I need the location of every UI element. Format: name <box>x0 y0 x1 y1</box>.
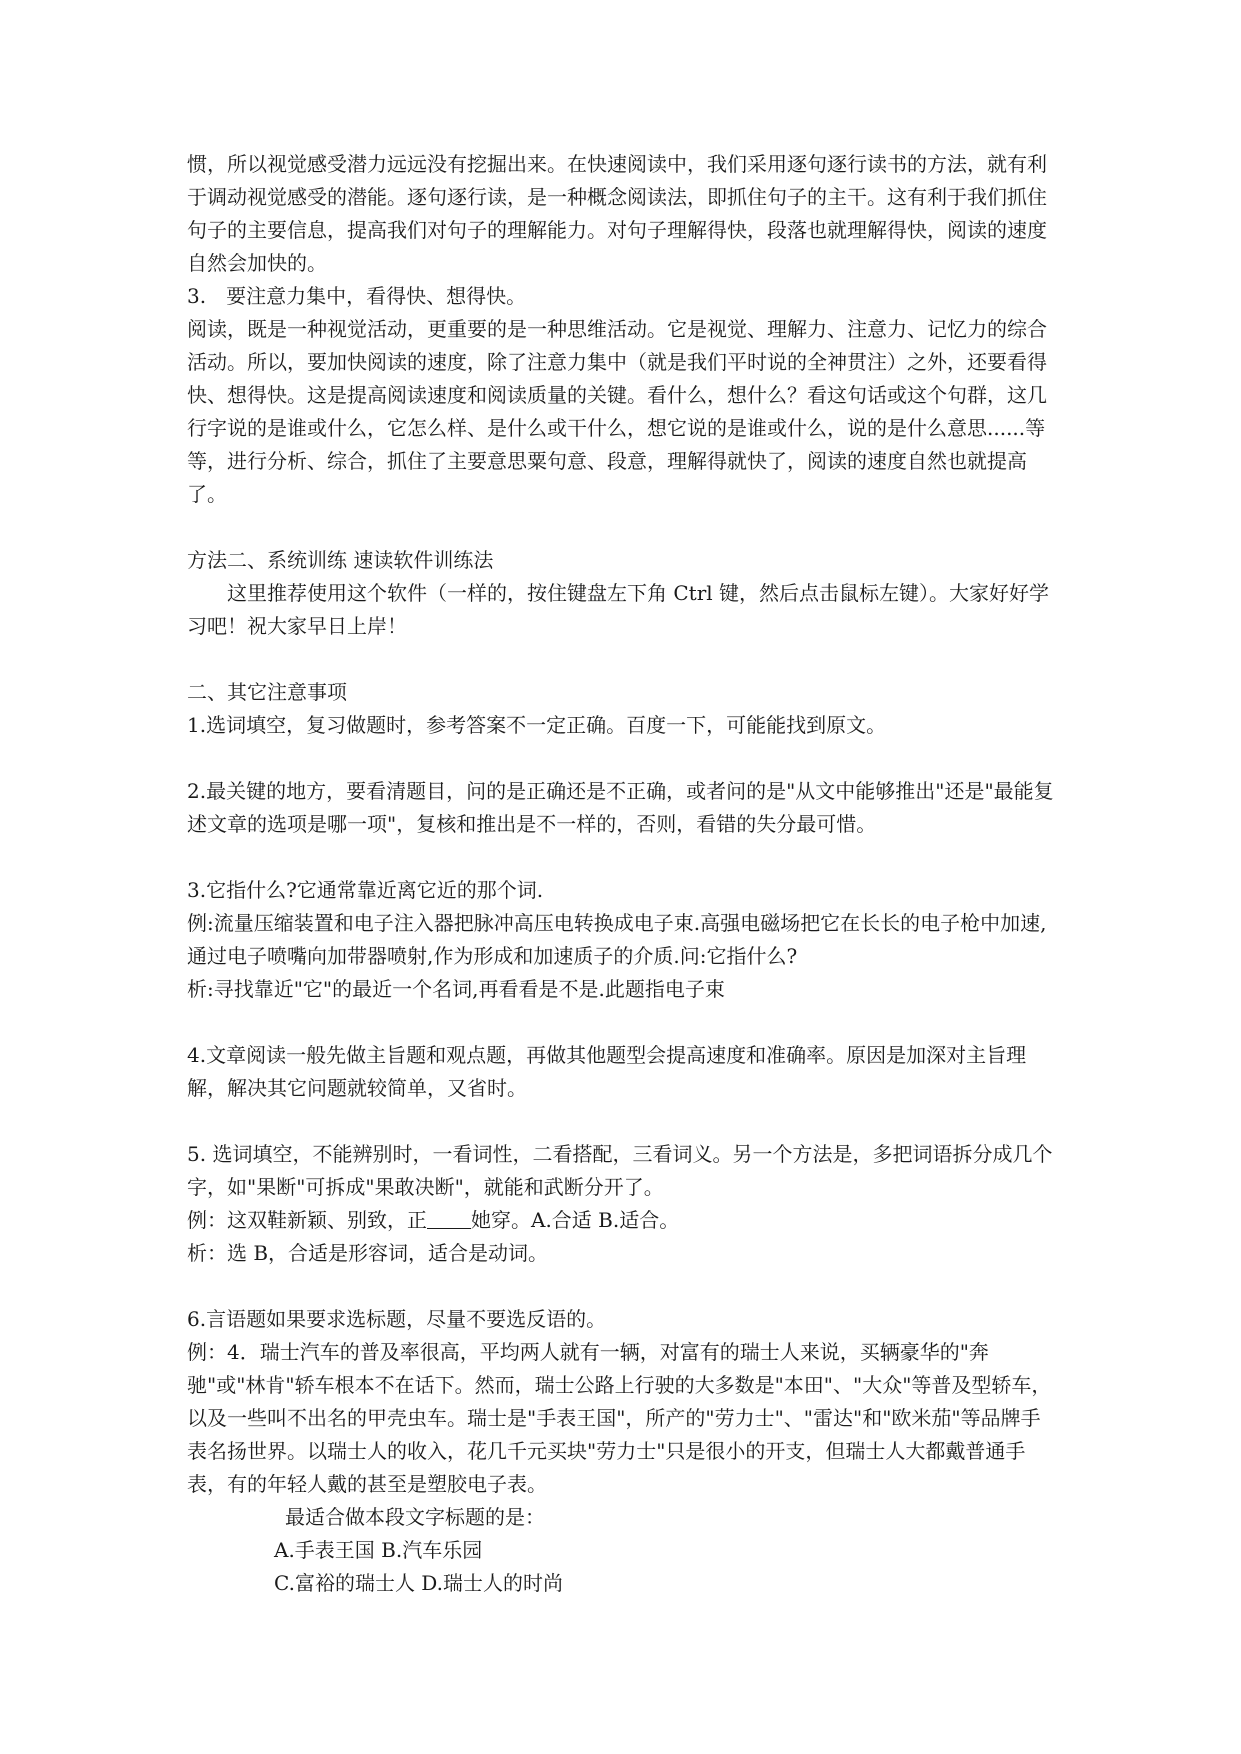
note-3-analysis: 析:寻找靠近"它"的最近一个名词,再看看是不是.此题指电子束 <box>187 977 725 1001</box>
fill-in-blank <box>427 1208 471 1229</box>
spacer <box>187 1105 1057 1138</box>
note-3-example: 例:流量压缩装置和电子注入器把脉冲高压电转换成电子束.高强电磁场把它在长长的电子枪中加速,通过电子喷嘴向加带器喷射,作为形成和加速质子的介质.问:它指什么? <box>187 911 1047 968</box>
spacer <box>187 841 1057 874</box>
question-prompt: 最适合做本段文字标题的是： <box>285 1505 545 1529</box>
heading-method-2: 方法二、系统训练 速读软件训练法 <box>187 548 494 572</box>
question-options-cd: C.富裕的瑞士人 D.瑞士人的时尚 <box>274 1571 563 1595</box>
note-3: 3.它指什么?它通常靠近离它近的那个词. <box>187 878 544 902</box>
example-text-start: 例：这双鞋新颖、别致，正 <box>187 1208 427 1232</box>
note-2: 2.最关键的地方，要看清题目，问的是正确还是不正确，或者问的是"从文中能够推出"还是"最能复述文章的选项是哪一项"，复核和推出是不一样的，否则，看错的失分最可惜。 <box>187 779 1054 836</box>
spacer <box>187 511 1057 544</box>
note-5: 5. 选词填空，不能辨别时，一看词性，二看搭配，三看词义。另一个方法是，多把词语拆分成几个字，如"果断"可拆成"果敢决断"，就能和武断分开了。 <box>187 1142 1053 1199</box>
paragraph-visual-reading: 惯，所以视觉感受潜力远远没有挖掘出来。在快速阅读中，我们采用逐句逐行读书的方法，就有利于调动视觉感受的潜能。逐句逐行读，是一种概念阅读法，即抓住句子的主干。这有利于我们抓住句子的主要信息，提高我们对句子的理解能力。对句子理解得快，段落也就理解得快，阅读的速度自然会加快的。 <box>187 152 1047 275</box>
note-1: 1.选词填空，复习做题时，参考答案不一定正确。百度一下，可能能找到原文。 <box>187 713 887 737</box>
paragraph-thinking-activity: 阅读，既是一种视觉活动，更重要的是一种思维活动。它是视觉、理解力、注意力、记忆力的综合活动。所以，要加快阅读的速度，除了注意力集中（就是我们平时说的全神贯注）之外，还要看得快、想得快。这是提高阅读速度和阅读质量的关键。看什么，想什么？看这句话或这个句群，这几行字说的是谁或什么，它怎么样、是什么或干什么，想它说的是谁或什么，说的是什么意思......等等，进行分析、综合，抓住了主要意思粟句意、段意，理解得就快了，阅读的速度自然也就提高了。 <box>187 317 1047 506</box>
note-4: 4.文章阅读一般先做主旨题和观点题，再做其他题型会提高速度和准确率。原因是加深对主旨理解，解决其它问题就较简单，又省时。 <box>187 1043 1027 1100</box>
document-body <box>187 148 1057 1600</box>
example-text-end: 她穿。A.合适 B.适合。 <box>471 1208 680 1232</box>
note-6-example: 例：4．瑞士汽车的普及率很高，平均两人就有一辆，对富有的瑞士人来说，买辆豪华的"奔驰"或"林肯"轿车根本不在话下。然而，瑞士公路上行驶的大多数是"本田"、"大众"等普及型轿车，以及一些叫不出名的甲壳虫车。瑞士是"手表王国"，所产的"劳力士"、"雷达"和"欧米茄"等品牌手表名扬世界。以瑞士人的收入，花几千元买块"劳力士"只是很小的开支，但瑞士人大都戴普通手表，有的年轻人戴的甚至是塑胶电子表。 <box>187 1340 1052 1496</box>
note-5-analysis: 析：选 B，合适是形容词，适合是动词。 <box>187 1241 549 1265</box>
paragraph-software-recommendation: 这里推荐使用这个软件（一样的，按住键盘左下角 Ctrl 键，然后点击鼠标左键）。大家好好学习吧！祝大家早日上岸！ <box>187 581 1050 638</box>
spacer <box>187 643 1057 676</box>
note-5-example <box>187 1204 1057 1237</box>
spacer <box>187 742 1057 775</box>
spacer <box>187 1006 1057 1039</box>
note-6: 6.言语题如果要求选标题，尽量不要选反语的。 <box>187 1307 607 1331</box>
spacer <box>187 1270 1057 1303</box>
heading-other-notes: 二、其它注意事项 <box>187 680 347 704</box>
question-options-ab: A.手表王国 B.汽车乐园 <box>274 1538 483 1562</box>
heading-point-3: 3. 要注意力集中，看得快、想得快。 <box>187 284 527 308</box>
